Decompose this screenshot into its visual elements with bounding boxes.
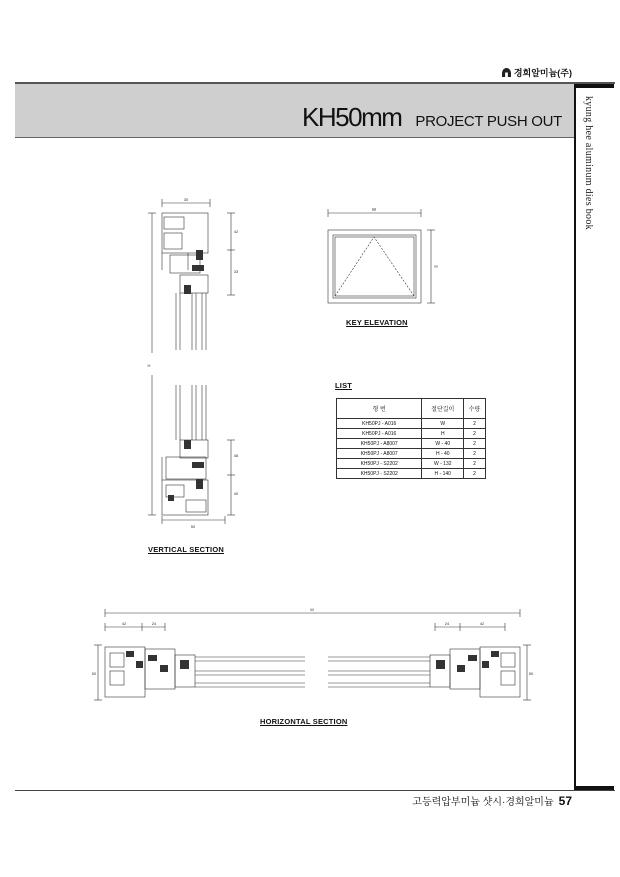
dim-overall-h: H xyxy=(147,363,151,368)
cell-part: KH50PJ - A016 xyxy=(337,429,422,439)
dim-40: 40 xyxy=(233,491,239,496)
cell-qty: 2 xyxy=(464,429,486,439)
table-row xyxy=(337,429,486,439)
horizontal-section-caption: HORIZONTAL SECTION xyxy=(260,717,348,726)
cell-length: W - 40 xyxy=(422,439,464,449)
cell-qty: 2 xyxy=(464,419,486,429)
key-elevation-caption: KEY ELEVATION xyxy=(346,318,408,327)
table-row xyxy=(337,449,486,459)
cell-qty: 2 xyxy=(464,459,486,469)
title-sub: PROJECT PUSH OUT xyxy=(415,113,562,130)
list-title: LIST xyxy=(335,381,353,390)
dim-right-24: 24 xyxy=(444,621,450,626)
key-elevation-dim-h: H xyxy=(434,264,438,269)
dim-left-42: 42 xyxy=(121,621,127,626)
dim-left-24: 24 xyxy=(151,621,157,626)
cell-length: W - 132 xyxy=(422,459,464,469)
page-title xyxy=(302,102,562,133)
corner-tab-top xyxy=(576,84,614,88)
dim-48: 48 xyxy=(233,453,239,458)
header-cell: 절단길이 xyxy=(422,399,464,419)
cell-part: KH50PJ - S2202 xyxy=(337,469,422,479)
header-cell: 수량 xyxy=(464,399,486,419)
cell-length: H - 140 xyxy=(422,469,464,479)
table-row xyxy=(337,439,486,449)
page-number: 57 xyxy=(558,794,572,808)
cell-part: KH50PJ - A016 xyxy=(337,419,422,429)
cell-length: W xyxy=(422,419,464,429)
dim-left-50: 50 xyxy=(91,671,97,676)
top-rule xyxy=(15,82,615,84)
table-row xyxy=(337,419,486,429)
vertical-section-drawing xyxy=(130,195,240,530)
bottom-rule xyxy=(15,790,615,791)
dim-top-width: 30 xyxy=(183,197,189,202)
cell-length: H xyxy=(422,429,464,439)
cell-part: KH50PJ - S2202 xyxy=(337,459,422,469)
dim-right-50: 50 xyxy=(528,671,534,676)
cell-length: H - 40 xyxy=(422,449,464,459)
dim-bottom-width: 50 xyxy=(190,524,196,529)
title-main: KH50mm xyxy=(302,102,402,132)
table-header-row xyxy=(337,399,486,419)
footer-text: 고등력압부미늄 샷시·경희알미늄 xyxy=(412,797,554,808)
header-cell: 형 번 xyxy=(337,399,422,419)
cell-qty: 2 xyxy=(464,449,486,459)
key-elevation-drawing xyxy=(318,205,443,310)
horizontal-section-drawing xyxy=(90,605,535,710)
dim-42: 42 xyxy=(233,229,239,234)
dim-overall-w: W xyxy=(310,607,314,612)
parts-list-table xyxy=(336,398,486,479)
table-row xyxy=(337,459,486,469)
brand xyxy=(502,66,572,79)
key-elevation-dim-w: W xyxy=(371,207,377,212)
table-row xyxy=(337,469,486,479)
side-tag: kyung hee aluminum dies book xyxy=(583,96,594,230)
vertical-section-caption: VERTICAL SECTION xyxy=(148,545,224,554)
footer xyxy=(412,793,572,808)
cell-qty: 2 xyxy=(464,439,486,449)
right-rule xyxy=(574,84,576,790)
cell-part: KH50PJ - A8007 xyxy=(337,439,422,449)
dim-33: 33 xyxy=(233,269,239,274)
cell-part: KH50PJ - A8007 xyxy=(337,449,422,459)
dim-right-42: 42 xyxy=(479,621,485,626)
brand-logo-icon xyxy=(502,68,511,77)
cell-qty: 2 xyxy=(464,469,486,479)
brand-name: 경희알미늄(주) xyxy=(513,68,572,78)
